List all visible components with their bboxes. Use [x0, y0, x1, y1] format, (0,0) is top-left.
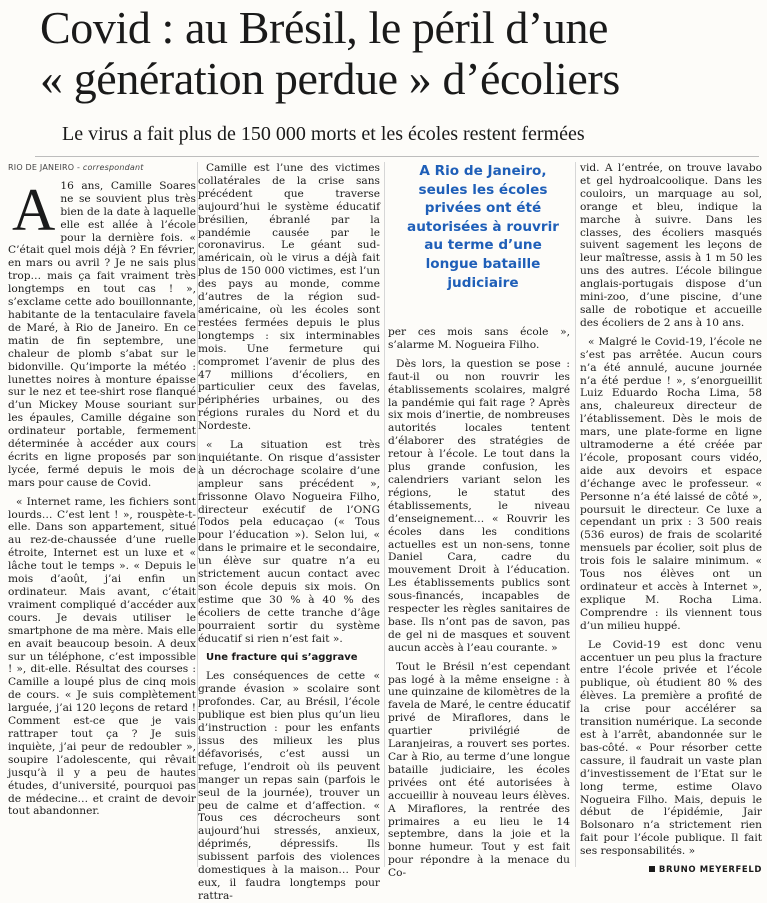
column-divider-2 [384, 162, 385, 867]
article-column-1 [8, 162, 196, 867]
paragraph: per ces mois sans école », s’alarme M. Nogueira Filho. [388, 326, 570, 351]
header-rule [35, 156, 759, 157]
dateline [8, 162, 196, 175]
paragraph: « Internet rame, les fichiers sont lourds… C’est lent ! », rouspète-t-elle. Dans son appartement, situé au rez-de-chaussée d’une ruelle étroite, Internet est un luxe et « lâche tout le temps ». « Depuis le mois d’août, j’ai enfin un ordinateur. Mais avant, c’était vraiment compliqué d’accéder aux cours. Je devais utiliser le smartphone de ma mère. Mais elle en avait beaucoup besoin. A deux sur un téléphone, c’est impossible ! », dit-elle. Résultat des courses : Camille a loupé plus de cinq mois de cours. « Je suis complètement larguée, j’ai 120 leçons de retard ! Comment est-ce que je vais rattraper tout ça ? Je suis inquiète, j’ai peur de redoubler », soupire l’adolescente, qui rêvait jusqu’à il y a peu de hautes études, d’université, pourquoi pas de médecine… et craint de devoir tout abandonner. [8, 495, 196, 818]
dateline-separator: - [74, 163, 83, 172]
drop-cap: A [12, 176, 56, 243]
article-column-3 [388, 326, 570, 880]
lead-paragraph-text: 16 ans, Camille Soares ne se souvient plus très bien de la date à laquelle elle est allée à l’école pour la dernière fois. « C’était quel mois déjà ? En février, en mars ou avril ? Je ne sais plus trop… mais ça fait vraiment très longtemps en tout cas ! », s’exclame cette ado bouillonnante, habitante de la tentaculaire favela de Maré, à Rio de Janeiro. En ce matin de fin septembre, une chaleur de plomb s’abat sur le bidonville. Qu’importe la météo : lunettes noires à monture épaisse sur le nez et tee-shirt rose flanqué d’un Mickey Mouse souriant sur les épaules, Camille dégaine son ordinateur portable, fermement déterminée à accéder aux cours écrits en ligne proposés par son lycée, fermé depuis le mois de mars pour cause de Covid. [8, 179, 196, 489]
section-subhead: Une fracture qui s’aggrave [206, 651, 358, 663]
headline-line-1: Covid : au Brésil, le péril d’une [40, 2, 609, 53]
author-name: BRUNO MEYERFELD [658, 865, 762, 876]
paragraph: Camille est l’une des victimes collatérales de la crise sans précédent que traverse aujourd’hui le système éducatif brésilien, ébranlé par la pandémie causée par le coronavirus. Le géant sud-américain, où le virus a déjà fait plus de 150 000 victimes, est l’un des pays au monde, comme d’autres de la région sud-américaine, où les écoles sont restées fermées depuis le plus longtemps : six interminables mois. Une fermeture qui compromet l’avenir de plus des 47 millions d’écoliers, en particulier ceux des favelas, périphéries urbaines, ou des régions rurales du Nord et du Nordeste. [198, 162, 380, 433]
column-divider-3 [575, 162, 576, 867]
paragraph: Tout le Brésil n’est cependant pas logé à la même enseigne : à une quinzaine de kilomètres de la favela de Maré, le centre éducatif privé de Miraflores, dans le quartier privilégié de Laranjeiras, a rouvert ses portes. Car à Rio, au terme d’une longue bataille judiciaire, les écoles privées ont été autorisées à accueillir à nouveau leurs élèves. A Miraflores, la rentrée des primaires a eu lieu le 14 septembre, dans la joie et la bonne humeur. Tout y est fait pour répondre à la menace du Co- [388, 660, 570, 880]
article-column-2 [198, 162, 380, 902]
headline-line-2: « génération perdue » d’écoliers [40, 53, 620, 104]
paragraph: Le Covid-19 est donc venu accentuer un peu plus la fracture entre l’école privée et l’école publique, où étudient 80 % des élèves. La première a profité de la crise pour accélérer sa transition numérique. La seconde est à l’arrêt, abandonnée sur le bas-côté. « Pour résorber cette cassure, il faudrait un vaste plan d’investissement de l’Etat sur le long terme, estime Olavo Nogueira Filho. Mais, depuis le début de l’épidémie, Jair Bolsonaro n’a strictement rien fait pour l’école publique. Il fait ses responsabilités. » [580, 638, 762, 858]
paragraph: Dès lors, la question se pose : faut-il ou non rouvrir les établissements scolaires, malgré la pandémie qui fait rage ? Après six mois d’inertie, de nombreuses autorités locales tentent d’élaborer des stratégies de retour à l’école. Le tout dans la plus grande confusion, les calendriers variant selon les régions, le statut des établissements, le niveau d’enseignement… « Rouvrir les écoles dans les conditions actuelles est un non-sens, tonne Daniel Cara, cadre du mouvement Droit à l’éducation. Les établissements publics sont sous-financés, incapables de respecter les règles sanitaires de base. Ils n’ont pas de savon, pas de gel ni de masques et souvent aucun accès à l’eau courante. » [388, 357, 570, 654]
subtitle: Le virus a fait plus de 150 000 morts et les écoles restent fermées [62, 123, 585, 145]
headline [40, 2, 760, 104]
end-mark-icon [649, 866, 655, 872]
article-column-4 [580, 162, 762, 876]
paragraph: vid. A l’entrée, on trouve lavabo et gel hydroalcoolique. Dans les couloirs, un marquage au sol, orange et bleu, indique la marche à suivre. Dans les classes, des écoliers masqués suivent sagement les leçons de leur maîtresse, assis à 1 m 50 les uns des autres. L’école bilingue anglais-portugais dispose d’un mini-zoo, d’une piscine, d’une salle de robotique et accueille des écoliers de 2 ans à 10 ans. [580, 162, 762, 329]
paragraph: « Malgré le Covid-19, l’école ne s’est pas arrêtée. Aucun cours n’a été annulé, aucune journée n’a été perdue ! », s’enorgueillit Luiz Eduardo Rocha Lima, 58 ans, chaleureux directeur de l’établissement. Dès le mois de mars, une plate-forme en ligne ultramoderne a été créée par l’école, proposant cours vidéo, aide aux devoirs et espace d’échange avec le professeur. « Personne n’a été laissé de côté », poursuit le directeur. Ce luxe a cependant un prix : 3 500 reais (536 euros) de frais de scolarité mensuels par écolier, soit plus de trois fois le salaire minimum. « Tous nos élèves ont un ordinateur et accès à Internet », explique M. Rocha Lima. Comprendre : ils viennent tous d’un milieu huppé. [580, 335, 762, 632]
paragraph: Les conséquences de cette « grande évasion » scolaire sont profondes. Car, au Brésil, l’école publique est bien plus qu’un lieu d’instruction : pour les enfants issus des milieux les plus défavorisés, c’est aussi un refuge, l’endroit où ils peuvent manger un repas sain (parfois le seul de la journée), trouver un peu de calme et d’affection. « Tous ces décrocheurs sont aujourd’hui stressés, anxieux, déprimés, dépressifs. Ils subissent parfois des violences domestiques à la maison… Pour eux, il faudra longtemps pour rattra- [198, 670, 380, 902]
dateline-role: correspondant [82, 163, 144, 172]
author-signature [580, 864, 762, 877]
paragraph: « La situation est très inquiétante. On risque d’assister à un décrochage scolaire d’une ampleur sans précédent », frissonne Olavo Nogueira Filho, directeur exécutif de l’ONG Todos pela educaçao (« Tous pour l’éducation »). Selon lui, « dans le primaire et le secondaire, un élève sur quatre n’a eu strictement aucun contact avec son école depuis six mois. On estime que 30 % à 40 % des écoliers de cette tranche d’âge pourraient sortir du système éducatif si rien n’est fait ». [198, 439, 380, 645]
dateline-city: RIO DE JANEIRO [8, 163, 75, 172]
lead-paragraph [8, 176, 196, 490]
pull-quote: A Rio de Janeiro, seules les écoles privées ont été autorisées à rouvrir au terme d’une longue bataille judiciaire [407, 163, 559, 291]
